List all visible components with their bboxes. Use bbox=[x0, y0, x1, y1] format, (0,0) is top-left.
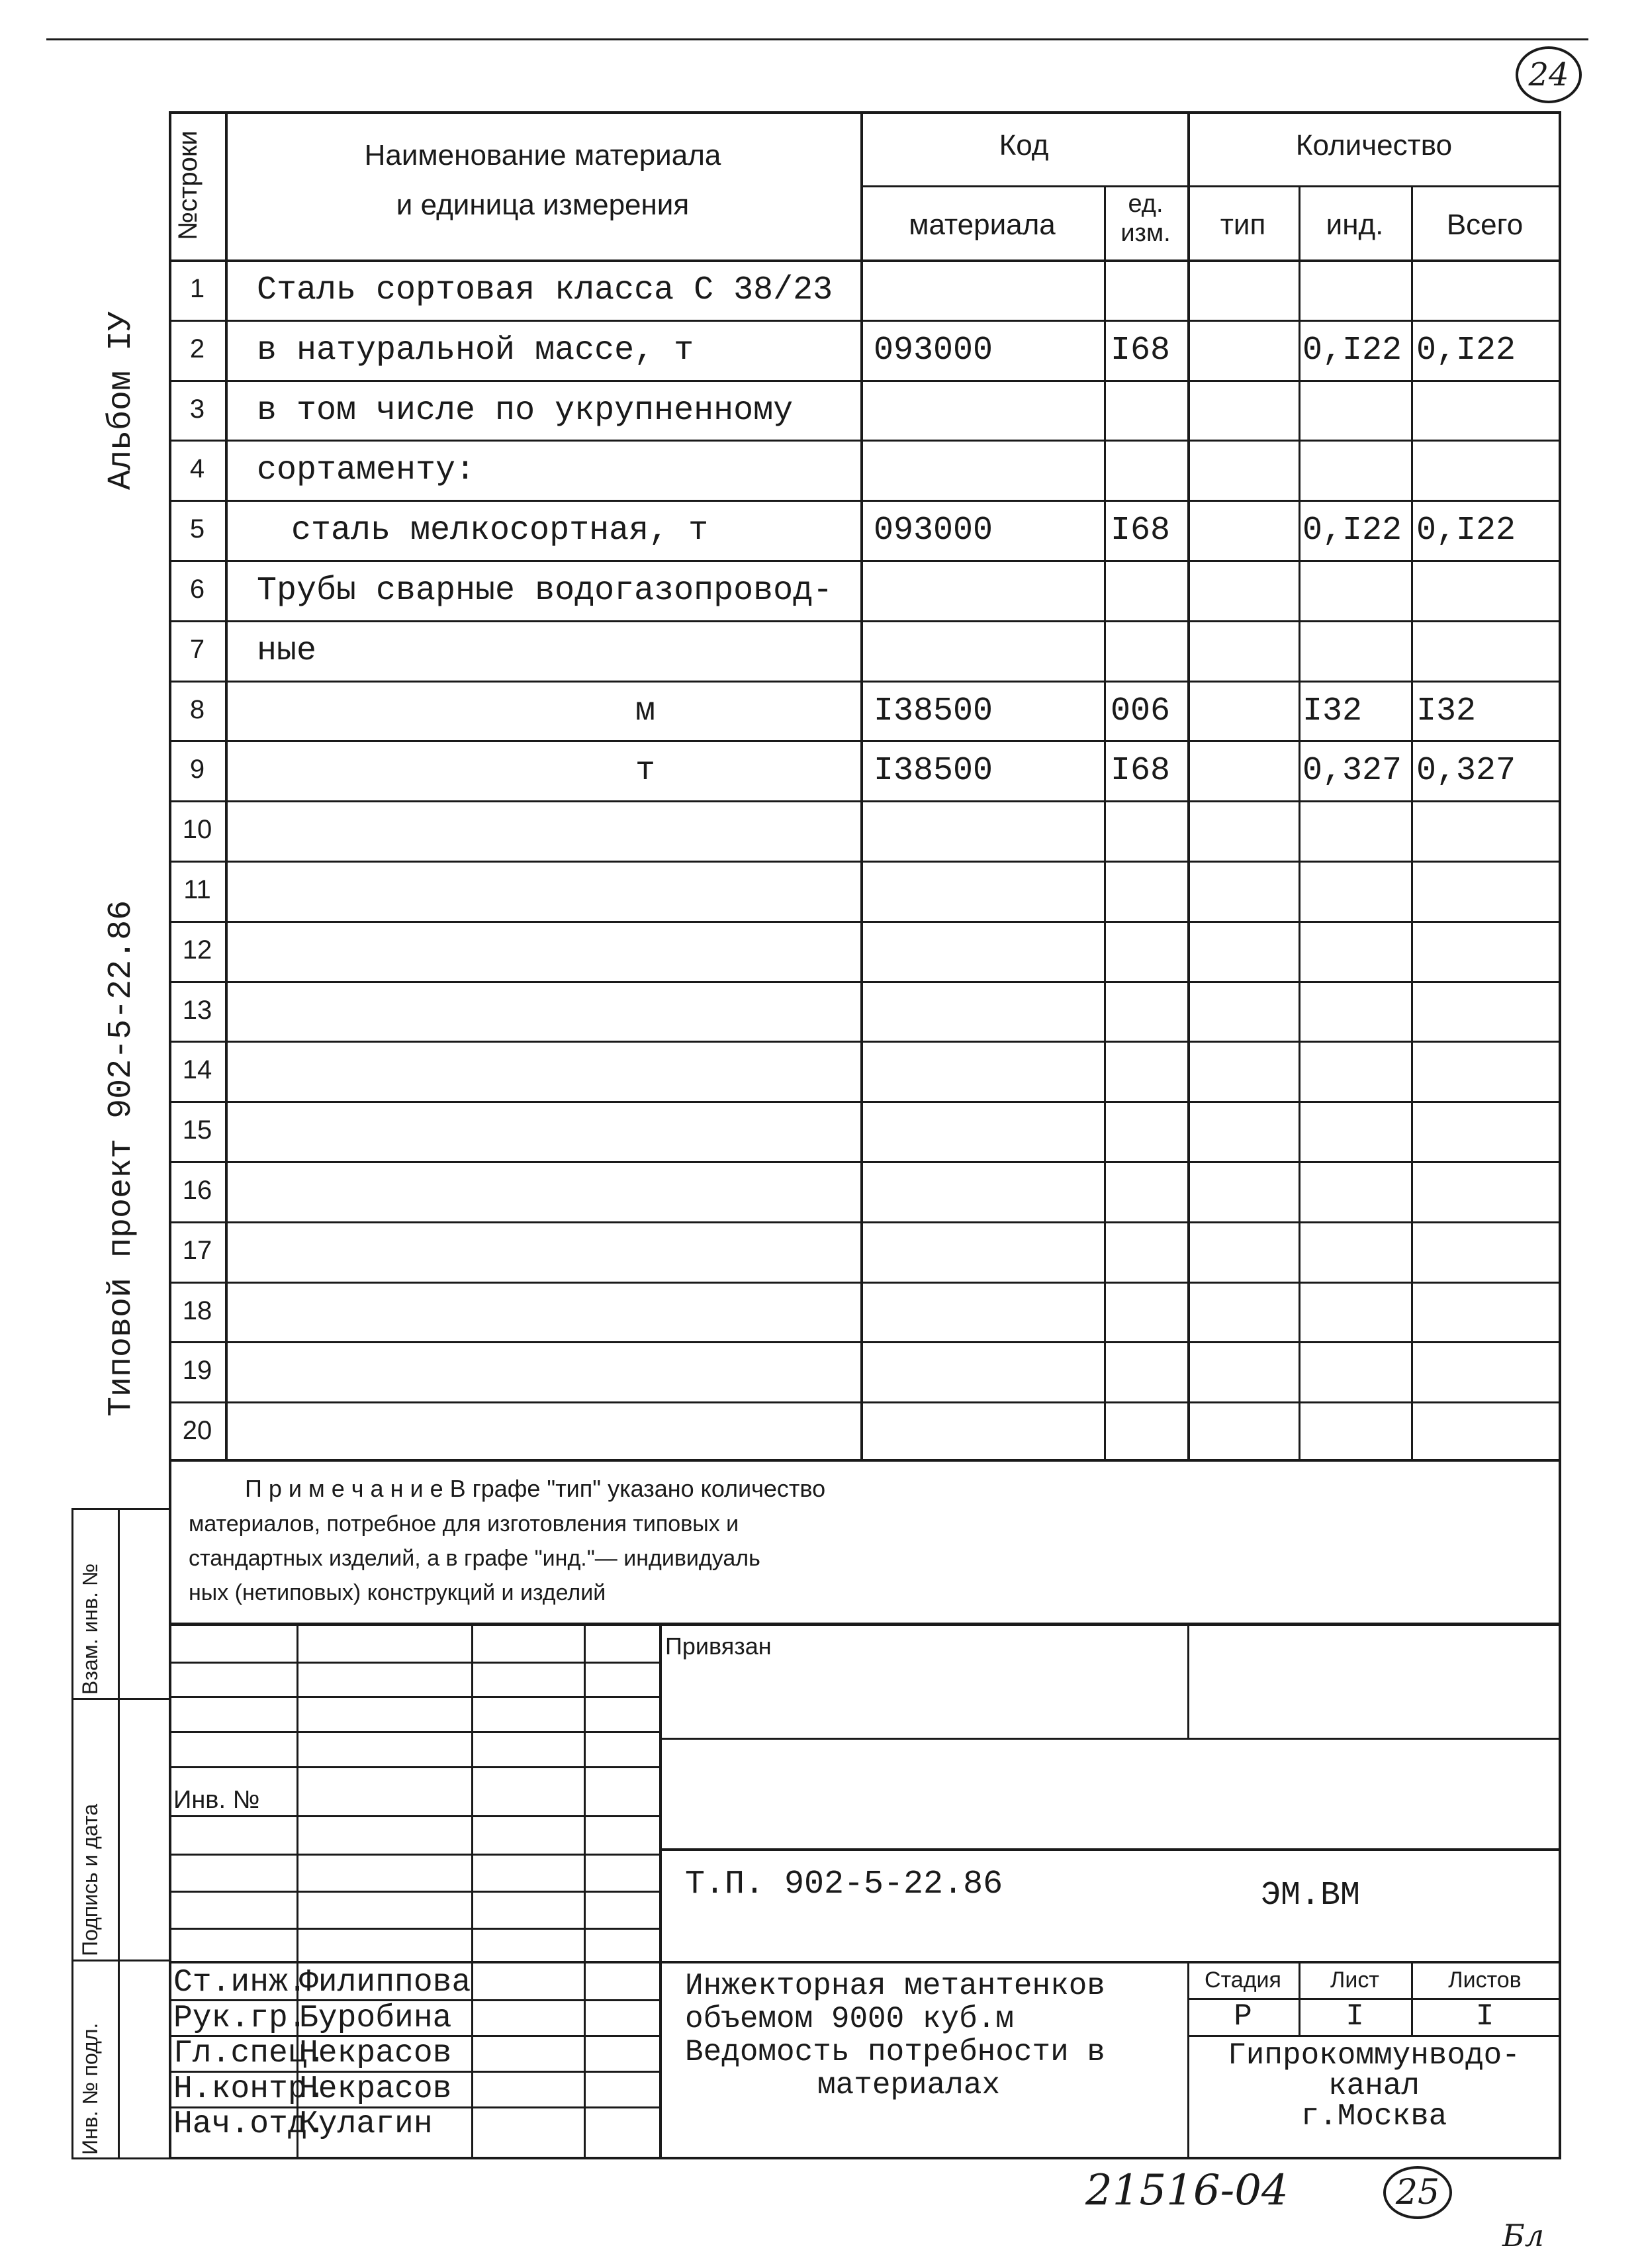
row-number: 9 bbox=[189, 755, 205, 784]
header-ind: инд. bbox=[1326, 209, 1384, 241]
row-unit: I68 bbox=[1111, 331, 1171, 369]
row-line bbox=[169, 861, 1561, 863]
note-line2: материалов, потребное для изготовления типовых и bbox=[189, 1511, 739, 1536]
sheets-label: Листов bbox=[1448, 1967, 1522, 1993]
row-line bbox=[169, 1221, 1561, 1223]
row-code: 093000 bbox=[874, 512, 993, 550]
row-code: I38500 bbox=[874, 752, 993, 790]
row-name: т bbox=[635, 752, 656, 790]
col-line-right bbox=[1559, 111, 1561, 1462]
stage-value-line bbox=[1187, 2035, 1561, 2037]
row-total: I32 bbox=[1416, 692, 1477, 730]
row-ind: 0,I22 bbox=[1302, 512, 1402, 550]
row-number: 12 bbox=[182, 935, 212, 965]
stamp-main-line bbox=[169, 1961, 1561, 1963]
header-name-line1: Наименование материала bbox=[364, 139, 721, 171]
row-line bbox=[169, 921, 1561, 923]
org-line1: Гипрокоммунводо- bbox=[1228, 2038, 1520, 2073]
row-number: 4 bbox=[189, 454, 205, 484]
row-line bbox=[169, 740, 1561, 742]
sig-row1 bbox=[169, 1662, 660, 1664]
circled-number bbox=[1383, 2166, 1452, 2219]
row-number: 8 bbox=[189, 694, 205, 724]
header-total: Всего bbox=[1446, 209, 1524, 241]
header-name-line2: и единица измерения bbox=[396, 189, 690, 221]
row-number: 15 bbox=[182, 1115, 212, 1145]
row-number: 20 bbox=[182, 1416, 212, 1446]
row-unit: 006 bbox=[1111, 692, 1171, 730]
signer-role: Нач.отд. bbox=[173, 2106, 326, 2142]
row-line bbox=[169, 320, 1561, 322]
signer-name: Буробина bbox=[299, 2000, 452, 2036]
signer-name: Филиппова bbox=[299, 1965, 471, 2001]
sig-row6 bbox=[169, 1854, 660, 1856]
sig-row7 bbox=[169, 1891, 660, 1893]
archive-number: 21516-04 bbox=[1085, 2166, 1289, 2215]
inv-no-label: Инв. № bbox=[173, 1786, 260, 1814]
row-number: 3 bbox=[189, 394, 205, 424]
row-name: Трубы сварные водогазопровод- bbox=[257, 572, 833, 610]
row-total: 0,I22 bbox=[1416, 331, 1516, 369]
stage-value: Р bbox=[1234, 1999, 1252, 2034]
row-name: сортаменту: bbox=[257, 451, 476, 490]
row-number: 6 bbox=[189, 575, 205, 604]
top-rule bbox=[46, 38, 1588, 40]
row-line bbox=[169, 440, 1561, 442]
row-name: в натуральной массе, т bbox=[257, 331, 694, 369]
page-number-circle bbox=[1516, 46, 1582, 103]
row-number: 7 bbox=[189, 634, 205, 664]
left-stamp-line2 bbox=[71, 1960, 171, 1961]
signer-role: Н.контр. bbox=[173, 2071, 326, 2107]
header-code: Код bbox=[999, 129, 1049, 162]
row-line bbox=[169, 800, 1561, 802]
col-line-ind bbox=[1299, 185, 1300, 1462]
row-line bbox=[169, 620, 1561, 622]
project-label: Типовой проект 902-5-22.86 bbox=[103, 900, 140, 1417]
row-line bbox=[169, 1101, 1561, 1103]
header-sub-line bbox=[860, 185, 1561, 187]
doc-mark: ЭМ.ВМ bbox=[1261, 1877, 1361, 1914]
note-line4: ных (нетиповых) конструкций и изделий bbox=[189, 1580, 606, 1605]
page-number: 24 bbox=[1528, 56, 1569, 93]
note-line3: стандартных изделий, а в графе "инд."— индивидуаль bbox=[189, 1546, 760, 1571]
row-number: 19 bbox=[182, 1356, 212, 1386]
sig-row2 bbox=[169, 1696, 660, 1698]
doc-code: Т.П. 902-5-22.86 bbox=[685, 1866, 1003, 1903]
row-number: 1 bbox=[189, 274, 205, 303]
row-line bbox=[169, 1161, 1561, 1163]
signer-role: Ст.инж. bbox=[173, 1965, 307, 2001]
sheet-value: I bbox=[1346, 1999, 1364, 2034]
inv-podl-label: Инв. № подл. bbox=[78, 2022, 102, 2155]
row-number: 11 bbox=[183, 875, 211, 904]
row-line bbox=[169, 1341, 1561, 1343]
row-ind: I32 bbox=[1302, 692, 1363, 730]
row-unit: I68 bbox=[1111, 752, 1171, 790]
row-number: 17 bbox=[182, 1235, 212, 1265]
row-number: 14 bbox=[182, 1055, 212, 1085]
left-stamp-divider bbox=[118, 1508, 120, 2159]
row-total: 0,327 bbox=[1416, 752, 1516, 790]
org-line3: г.Москва bbox=[1300, 2099, 1447, 2134]
title-line1: Инжекторная метантенков bbox=[685, 1969, 1105, 2003]
circled-number-text: 25 bbox=[1395, 2173, 1440, 2212]
sig-row8 bbox=[169, 1928, 660, 1930]
row-number: 10 bbox=[182, 815, 212, 845]
col-line-unit bbox=[1104, 185, 1106, 1462]
col-line-total bbox=[1411, 185, 1413, 1462]
row-code: I38500 bbox=[874, 692, 993, 730]
row-ind: 0,I22 bbox=[1302, 331, 1402, 369]
row-number: 13 bbox=[182, 995, 212, 1025]
title-line2: объемом 9000 куб.м bbox=[685, 2002, 1014, 2036]
note-line1: П р и м е ч а н и е В графе "тип" указано количество bbox=[245, 1475, 826, 1502]
signer-name: Кулагин bbox=[299, 2106, 433, 2142]
row-name: м bbox=[635, 692, 656, 730]
privyazan-label: Привязан bbox=[665, 1632, 772, 1660]
sig-row5 bbox=[169, 1815, 660, 1817]
row-line bbox=[169, 560, 1561, 562]
row-ind: 0,327 bbox=[1302, 752, 1402, 790]
row-line bbox=[169, 1401, 1561, 1403]
signer-name: Некрасов bbox=[299, 2036, 452, 2071]
sheets-value: I bbox=[1475, 1999, 1494, 2034]
row-name: ные bbox=[257, 632, 317, 670]
col-line-code bbox=[860, 111, 863, 1462]
row-name: сталь мелкосортная, т bbox=[291, 512, 709, 550]
header-type: тип bbox=[1220, 209, 1266, 241]
col-line-qty bbox=[1187, 111, 1190, 1462]
title-line4: материалах bbox=[817, 2068, 1001, 2103]
row-total: 0,I22 bbox=[1416, 512, 1516, 550]
doc-code-top bbox=[659, 1848, 1561, 1851]
org-line2: канал bbox=[1328, 2069, 1420, 2103]
header-quantity: Количество bbox=[1295, 129, 1453, 162]
vzam-inv-label: Взам. инв. № bbox=[78, 1563, 102, 1695]
corner-mark: Бл bbox=[1502, 2218, 1545, 2253]
signer-role: Гл.спец. bbox=[173, 2036, 326, 2071]
title-line3: Ведомость потребности в bbox=[685, 2035, 1105, 2069]
row-number: 18 bbox=[182, 1296, 212, 1325]
sig-row4 bbox=[169, 1766, 660, 1768]
organization bbox=[1187, 2040, 1561, 2132]
row-number: 5 bbox=[189, 514, 205, 544]
header-unit-line2: изм. bbox=[1120, 219, 1171, 247]
signer-name: Некрасов bbox=[299, 2071, 452, 2107]
row-number: 16 bbox=[182, 1176, 212, 1205]
header-code-material: материала bbox=[909, 209, 1056, 241]
sheet-label: Лист bbox=[1330, 1967, 1379, 1993]
row-name: в том числе по укрупненному bbox=[257, 391, 794, 430]
row-code: 093000 bbox=[874, 331, 993, 369]
stage-label: Стадия bbox=[1205, 1967, 1281, 1993]
header-unit-line1: ед. bbox=[1128, 190, 1163, 218]
row-line bbox=[169, 681, 1561, 683]
header-bottom-line bbox=[169, 260, 1561, 262]
row-line bbox=[169, 500, 1561, 502]
privyazan-divider bbox=[1187, 1623, 1189, 1739]
row-number: 2 bbox=[189, 334, 205, 363]
row-line bbox=[169, 1282, 1561, 1284]
sig-row3 bbox=[169, 1731, 660, 1733]
left-stamp-line1 bbox=[71, 1698, 171, 1700]
row-line bbox=[169, 981, 1561, 983]
row-line bbox=[169, 380, 1561, 382]
col-line-rownum bbox=[225, 111, 228, 1462]
podpis-data-label: Подпись и дата bbox=[78, 1803, 102, 1956]
signer-role: Рук.гр. bbox=[173, 2000, 307, 2036]
row-unit: I68 bbox=[1111, 512, 1171, 550]
album-label: Альбом IУ bbox=[103, 310, 140, 490]
header-row-no: №строки bbox=[173, 130, 203, 240]
document-title bbox=[685, 1969, 1175, 2102]
row-line bbox=[169, 1041, 1561, 1043]
privyazan-bottom bbox=[659, 1738, 1561, 1740]
row-name: Сталь сортовая класса С 38/23 bbox=[257, 271, 833, 309]
header-unit bbox=[1104, 189, 1187, 248]
